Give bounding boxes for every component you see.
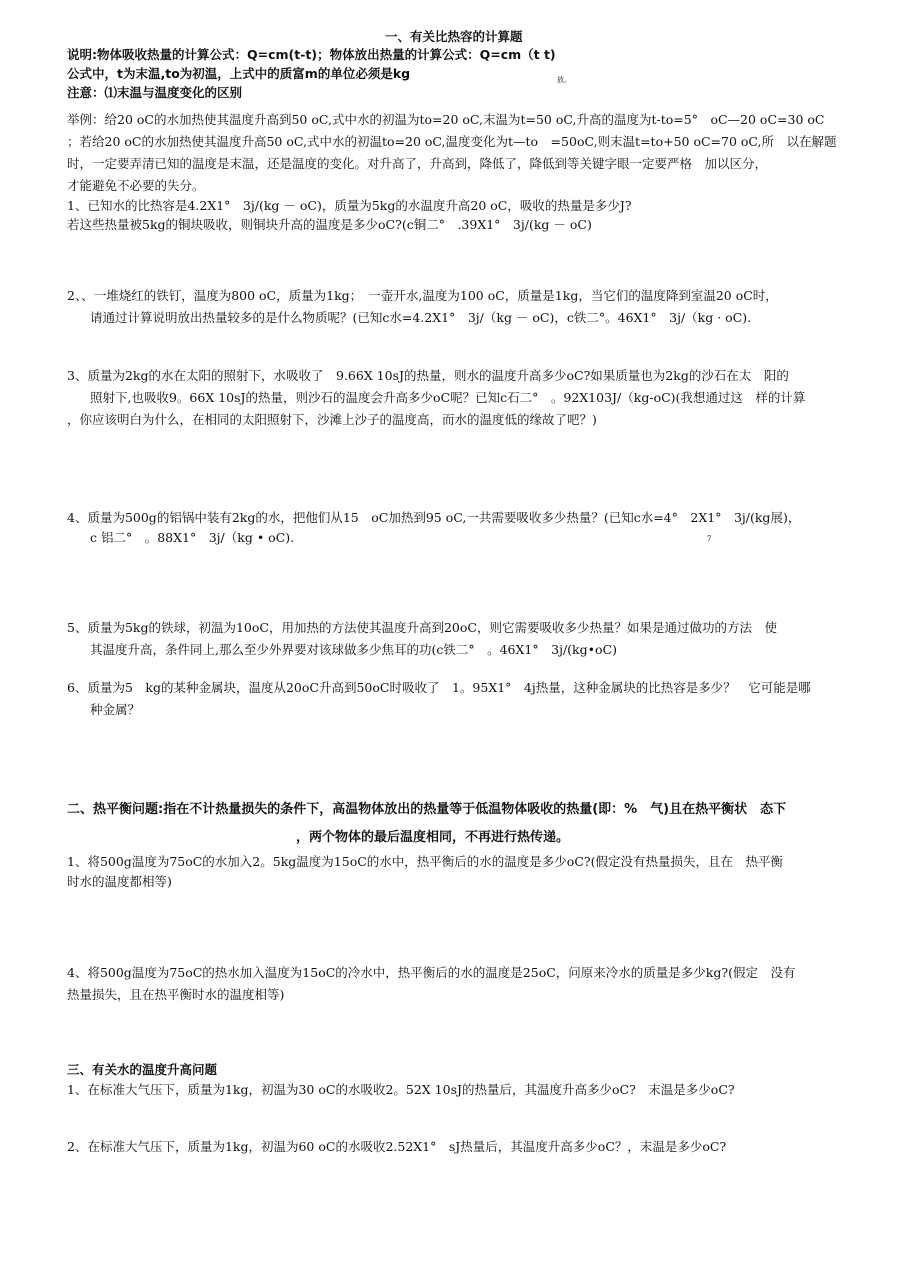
s2-q4-line-2: 热量损失，且在热平衡时水的温度相等) <box>67 987 285 1002</box>
s1-q4-line-1: 4、质量为500g的铝锅中装有2kg的水，把他们从15 oC加热到95 oC,一共需要吸收多少热量？(已知c水=4° 2X1° 3j/(kg展)， <box>67 510 801 525</box>
example-line-3: 时，一定要弄清已知的温度是末温，还是温度的变化。对升高了，升高到，降低了，降低到等关键字眼一定要严格 加以区分， <box>67 156 768 171</box>
s1-q3-line-3: ，你应该明白为什么，在相同的太阳照射下，沙滩上沙子的温度高，而水的温度低的缘故了吧？) <box>67 412 597 427</box>
s1-q3-line-2: 照射下,也吸收9。66X 10sJ的热量，则沙石的温度会升高多少oC呢？已知c石二° 。92X103J/（kg-oC)(我想通过这 样的计算 <box>90 390 806 405</box>
s1-q1-line-2: 若这些热量被5kg的铜块吸收，则铜块升高的温度是多少oC?(c铜二° .39X1° 3j/(kg － oC) <box>67 217 592 232</box>
example-line-2: ；若给20 oC的水加热使其温度升高50 oC,式中水的初温to=20 oC,温度变化为t—to =50oC,则末温t=to+50 oC=70 oC,所 以在解题 <box>67 134 837 149</box>
s1-q4-margin-mark: 7 <box>707 535 712 543</box>
example-line-4: 才能避免不必要的失分。 <box>67 178 205 193</box>
page-title: 一、有关比热容的计算题 <box>385 29 523 44</box>
s2-q1-line-2: 时水的温度都相等) <box>67 874 172 889</box>
s3-q2: 2、在标准大气压下，质量为1kg，初温为60 oC的水吸收2.52X1° sJ热量后，其温度升高多少oC？，末温是多少oC? <box>67 1139 727 1154</box>
s1-q6-line-1: 6、质量为5 kg的某种金属块，温度从20oC升高到50oC时吸收了 1。95X1° 4j热量，这种金属块的比热容是多少？ 它可能是哪 <box>67 680 811 695</box>
s1-q5-line-2: 其温度升高，条件同上,那么至少外界要对该球做多少焦耳的功(c铁二° 。46X1° 3j/(kg•oC) <box>90 642 617 657</box>
intro-line-2: 公式中，t为末温,to为初温，上式中的质富m的单位必须是kg <box>67 66 411 81</box>
intro-line-1: 说明:物体吸收热量的计算公式：Q=cm(t-t)；物体放出热量的计算公式：Q=cm（t t) <box>67 47 556 62</box>
section-2-heading-line-1: 二、热平衡问题:指在不计热量损失的条件下，高温物体放出的热量等于低温物体吸收的热量(即：% 气)且在热平衡状 态下 <box>67 802 787 817</box>
s1-q2-line-1: 2、、一堆烧红的铁钉，温度为800 oC，质量为1kg； 一壶开水,温度为100 oC，质量是1kg，当它们的温度降到室温20 oC时， <box>67 288 778 303</box>
section-2-heading-line-2: ，两个物体的最后温度相同，不再进行热传递。 <box>296 830 570 845</box>
intro-line-2-subscript: 放。 <box>557 76 571 84</box>
intro-line-3: 注意：⑴末温与温度变化的区别 <box>67 85 243 100</box>
example-line-1: 举例：给20 oC的水加热使其温度升高到50 oC,式中水的初温为to=20 oC,末温为t=50 oC,升高的温度为t-to=5° oC—20 oC=30 oC <box>67 112 825 127</box>
s2-q4-line-1: 4、将500g温度为75oC的热水加入温度为15oC的冷水中，热平衡后的水的温度是25oC，问原来冷水的质量是多少kg?(假定 没有 <box>67 965 796 980</box>
s1-q3-line-1: 3、质量为2kg的水在太阳的照射下，水吸收了 9.66X 10sJ的热量，则水的温度升高多少oC?如果质量也为2kg的沙石在太 阳的 <box>67 368 789 383</box>
s3-q1: 1、在标准大气压下，质量为1kg，初温为30 oC的水吸收2。52X 10sJ的热量后，其温度升高多少oC? 末温是多少oC? <box>67 1082 735 1097</box>
s2-q1-line-1: 1、将500g温度为75oC的水加入2。5kg温度为15oC的水中，热平衡后的水的温度是多少oC?(假定没有热量损失，且在 热平衡 <box>67 854 783 869</box>
s1-q2-line-2: 请通过计算说明放出热量较多的是什么物质呢？(已知c水=4.2X1° 3j/（kg － oC)，c铁二°。46X1° 3j/（kg · oC). <box>90 310 752 325</box>
section-3-heading: 三、有关水的温度升高问题 <box>67 1062 218 1077</box>
s1-q6-line-2: 种金属？ <box>90 702 141 717</box>
s1-q1-line-1: 1、已知水的比热容是4.2X1° 3j/(kg － oC)，质量为5kg的水温度升高20 oC，吸收的热量是多少J? <box>67 198 632 213</box>
s1-q4-line-2: c 铝二° 。88X1° 3j/（kg • oC). <box>90 530 295 545</box>
s1-q5-line-1: 5、质量为5kg的铁球，初温为10oC，用加热的方法使其温度升高到20oC，则它需要吸收多少热量？如果是通过做功的方法 使 <box>67 620 777 635</box>
